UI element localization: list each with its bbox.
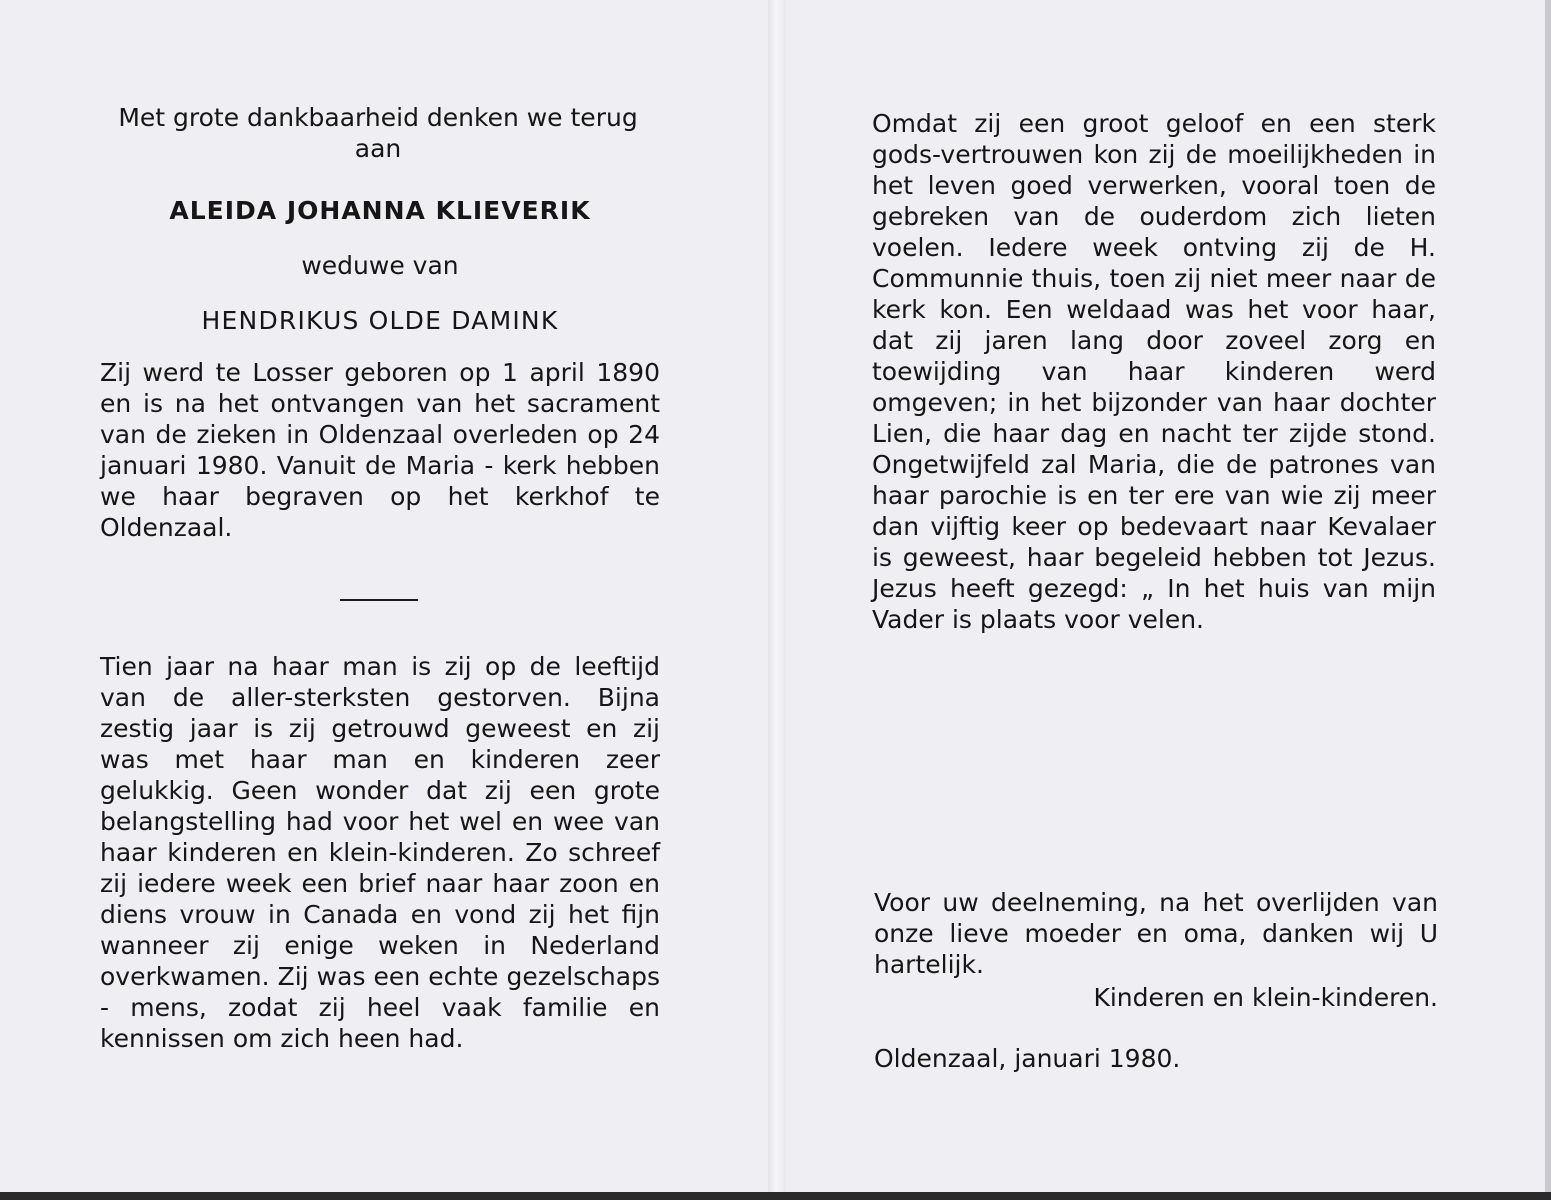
- card-edge-right: [1545, 0, 1551, 1200]
- place-and-date: Oldenzaal, januari 1980.: [874, 1044, 1181, 1073]
- thanks-block: [874, 887, 1438, 1013]
- intro-text: [96, 102, 660, 164]
- intro-line-2: aan: [354, 134, 402, 163]
- deceased-name: ALEIDA JOHANNA KLIEVERIK: [169, 196, 591, 225]
- intro-line-1: Met grote dankbaarheid denken we terug: [118, 103, 638, 132]
- husband-name: HENDRIKUS OLDE DAMINK: [201, 306, 559, 335]
- section-divider: [340, 599, 418, 601]
- card-fold: [768, 0, 786, 1200]
- left-page: [100, 102, 660, 1054]
- family-signature: Kinderen en klein-kinderen.: [1093, 983, 1438, 1012]
- right-page: [872, 108, 1436, 635]
- card-edge-bottom: [0, 1192, 1551, 1200]
- life-paragraph: Tien jaar na haar man is zij op de leeftijd van de aller-sterksten gestorven. Bijna zestig jaar is zij getrouwd geweest en zij was met haar man en kinderen zeer gelukkig. Geen wonder dat zij een grote belangstelling had voor het wel en wee van haar kinderen en klein-kinderen. Zo schreef zij iedere week een brief naar haar zoon en diens vrouw in Canada en vond zij het fijn wanneer zij enige weken in Nederland overkwamen. Zij was een echte gezelschaps - mens, zodat zij heel vaak familie en kennissen om zich heen had.: [100, 652, 660, 1053]
- faith-paragraph: Omdat zij een groot geloof en een sterk gods-vertrouwen kon zij de moeilijkheden in het leven goed verwerken, vooral toen de gebreken van de ouderdom zich lieten voelen. Iedere week ontving zij de H. Communnie thuis, toen zij niet meer naar de kerk kon. Een weldaad was het voor haar, dat zij jaren lang door zoveel zorg en toewijding van haar kinderen werd omgeven; in het bijzonder van haar dochter Lien, die haar dag en nacht ter zijde stond. Ongetwijfeld zal Maria, die de patrones van haar parochie is en ter ere van wie zij meer dan vijftig keer op bedevaart naar Kevalaer is geweest, haar begeleid hebben tot Jezus. Jezus heeft gezegd: „ In het huis van mijn Vader is plaats voor velen.: [872, 109, 1436, 634]
- biography-paragraph: Zij werd te Losser geboren op 1 april 1890 en is na het ontvangen van het sacrament van de zieken in Oldenzaal overleden op 24 januari 1980. Vanuit de Maria - kerk hebben we haar begraven op het kerkhof te Oldenzaal.: [100, 358, 660, 542]
- thanks-paragraph: Voor uw deelneming, na het overlijden van onze lieve moeder en oma, danken wij U hartelijk.: [874, 888, 1438, 979]
- widow-of-label: weduwe van: [301, 251, 459, 280]
